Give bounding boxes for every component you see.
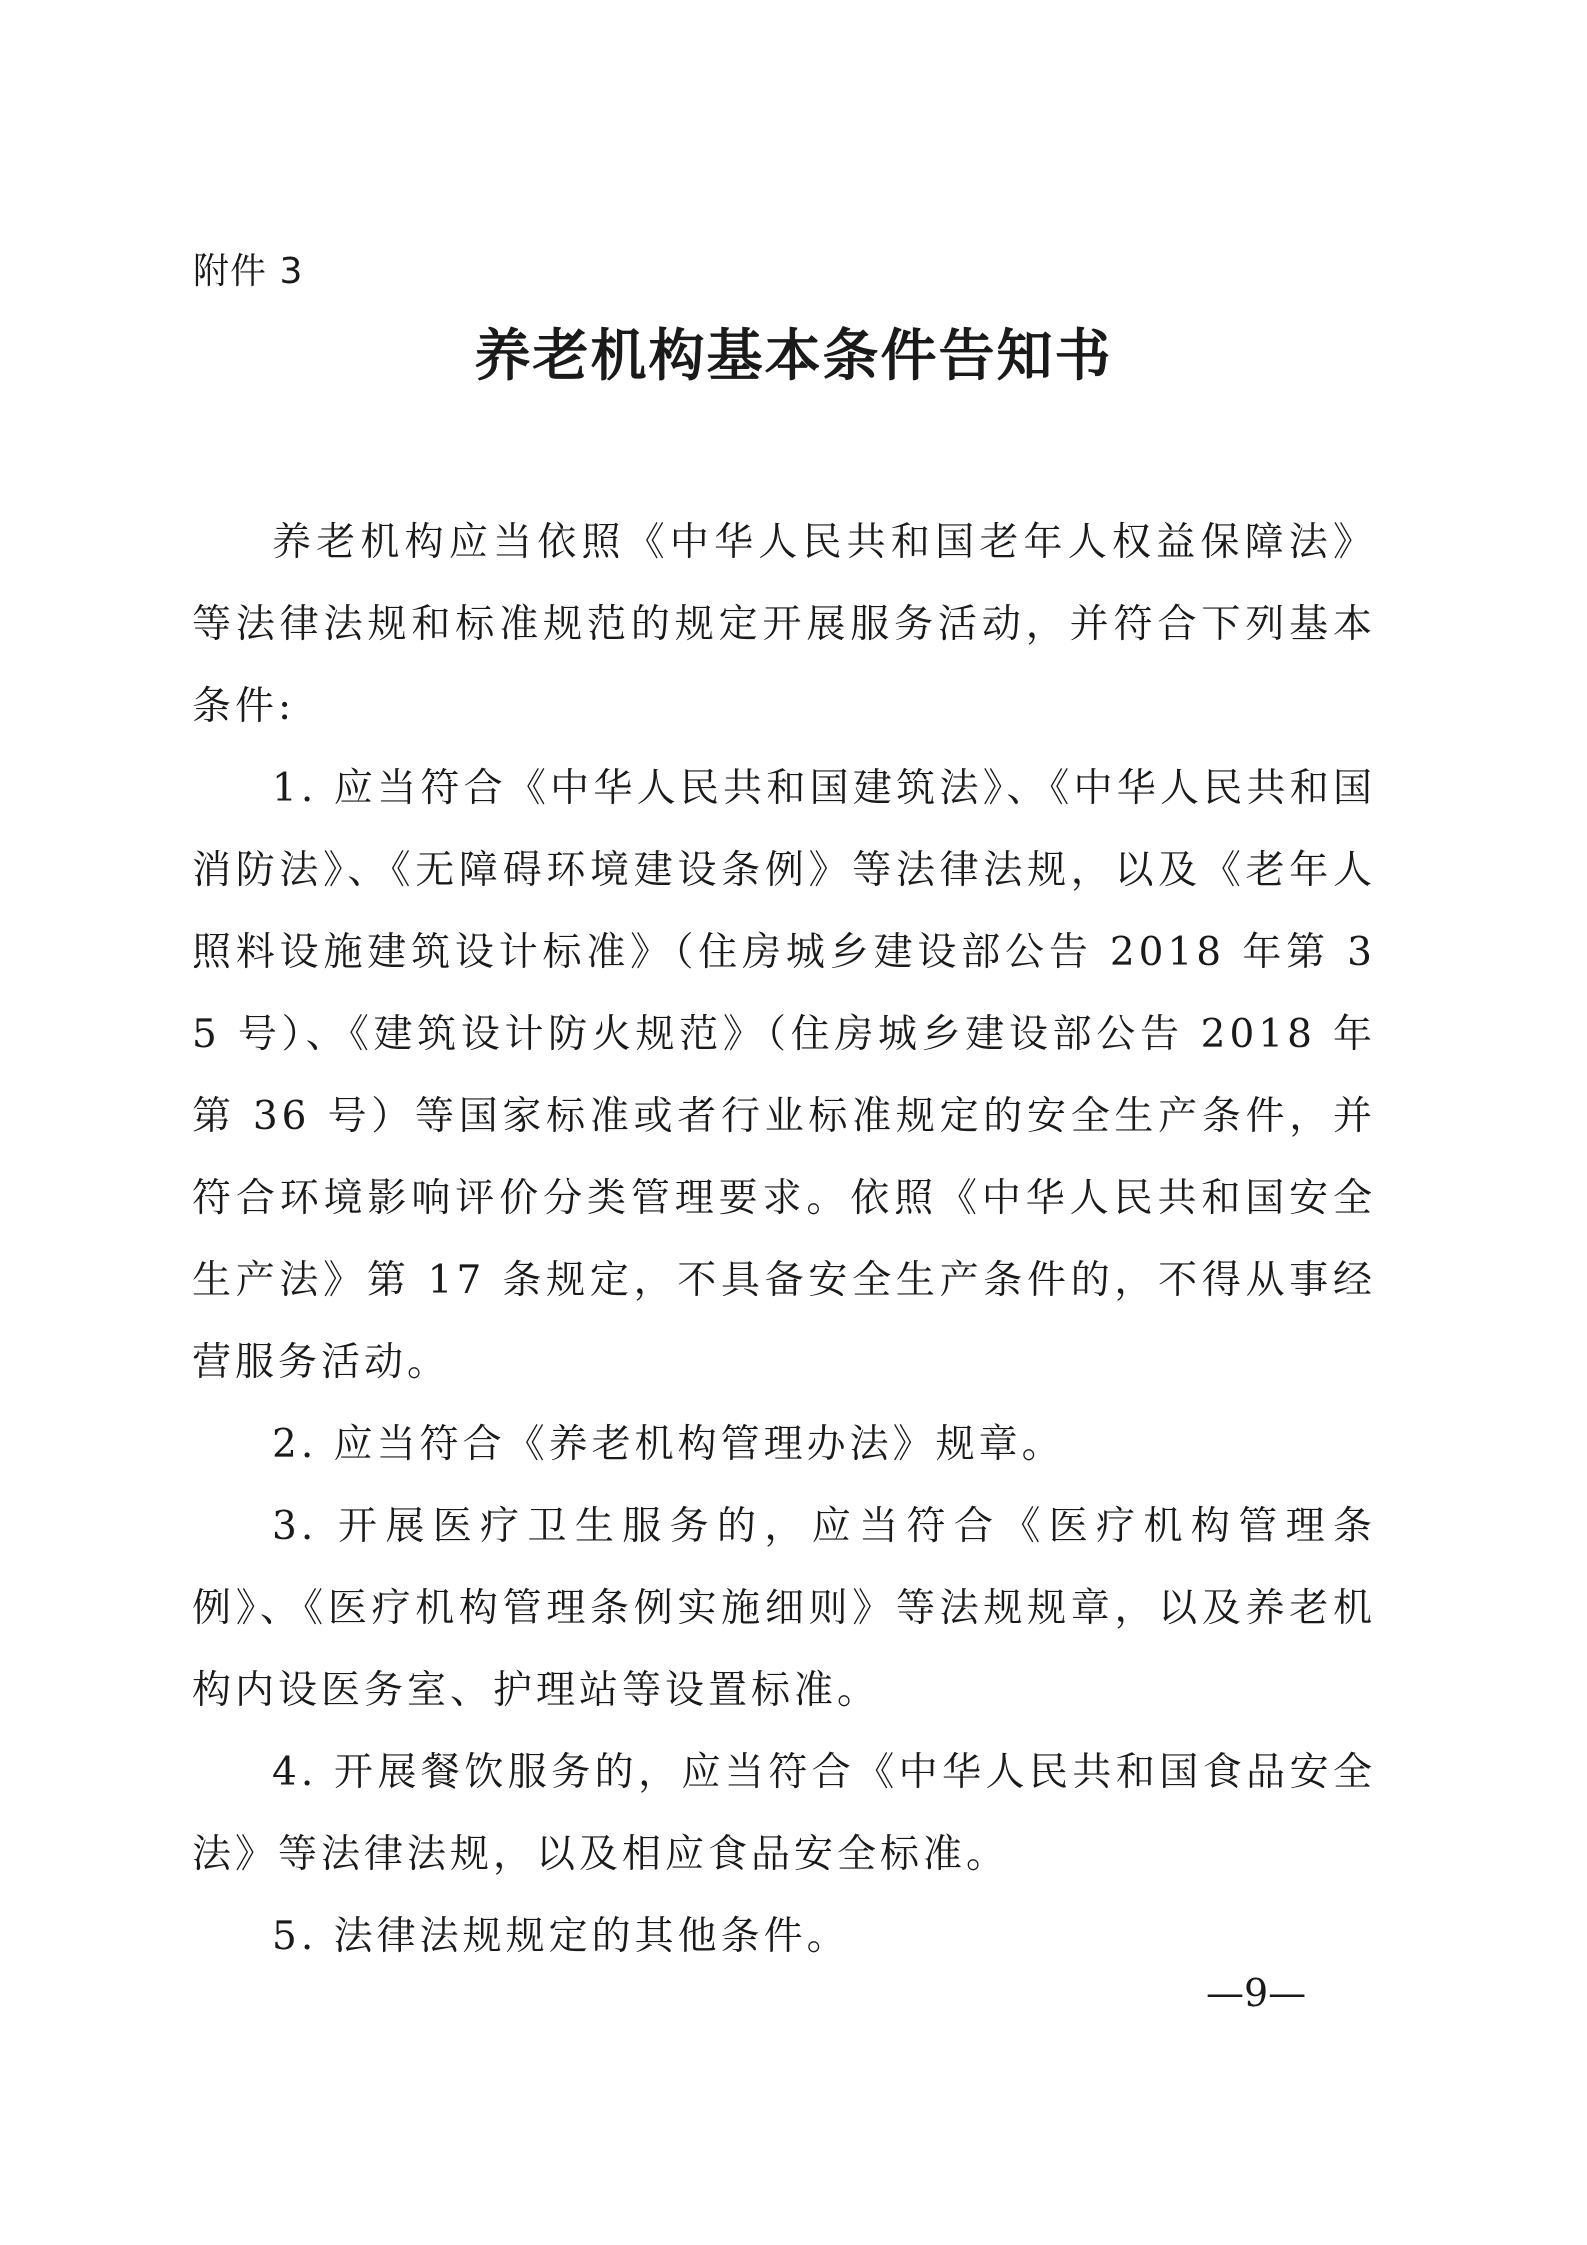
condition-4-paragraph: 4. 开展餐饮服务的，应当符合《中华人民共和国食品安全法》等法律法规，以及相应食品安全标准。 [192, 1750, 1376, 1877]
page-number: —9— [1206, 1971, 1307, 2015]
condition-2-paragraph: 2. 应当符合《养老机构管理办法》规章。 [272, 1422, 1065, 1467]
document-body [192, 502, 1376, 1978]
document-title: 养老机构基本条件告知书 [474, 323, 1113, 389]
condition-1-paragraph: 1. 应当符合《中华人民共和国建筑法》、《中华人民共和国消防法》、《无障碍环境建设条例》等法律法规，以及《老年人照料设施建筑设计标准》（住房城乡建设部公告 2018 年第 35 号）、《建筑设计防火规范》（住房城乡建设部公告 2018 年第 36 号）等国家标准或者行业标准规定的安全生产条件，并符合环境影响评价分类管理要求。依照《中华人民共和国安全生产法》第 17 条规定，不具备安全生产条件的，不得从事经营服务活动。 [192, 766, 1376, 1385]
attachment-label: 附件 3 [193, 251, 304, 292]
condition-3-paragraph: 3. 开展医疗卫生服务的，应当符合《医疗机构管理条例》、《医疗机构管理条例实施细则》等法规规章，以及养老机构内设医务室、护理站等设置标准。 [192, 1504, 1376, 1713]
intro-paragraph: 养老机构应当依照《中华人民共和国老年人权益保障法》等法律法规和标准规范的规定开展服务活动，并符合下列基本条件: [192, 520, 1376, 729]
condition-5-paragraph: 5. 法律法规规定的其他条件。 [272, 1914, 850, 1959]
